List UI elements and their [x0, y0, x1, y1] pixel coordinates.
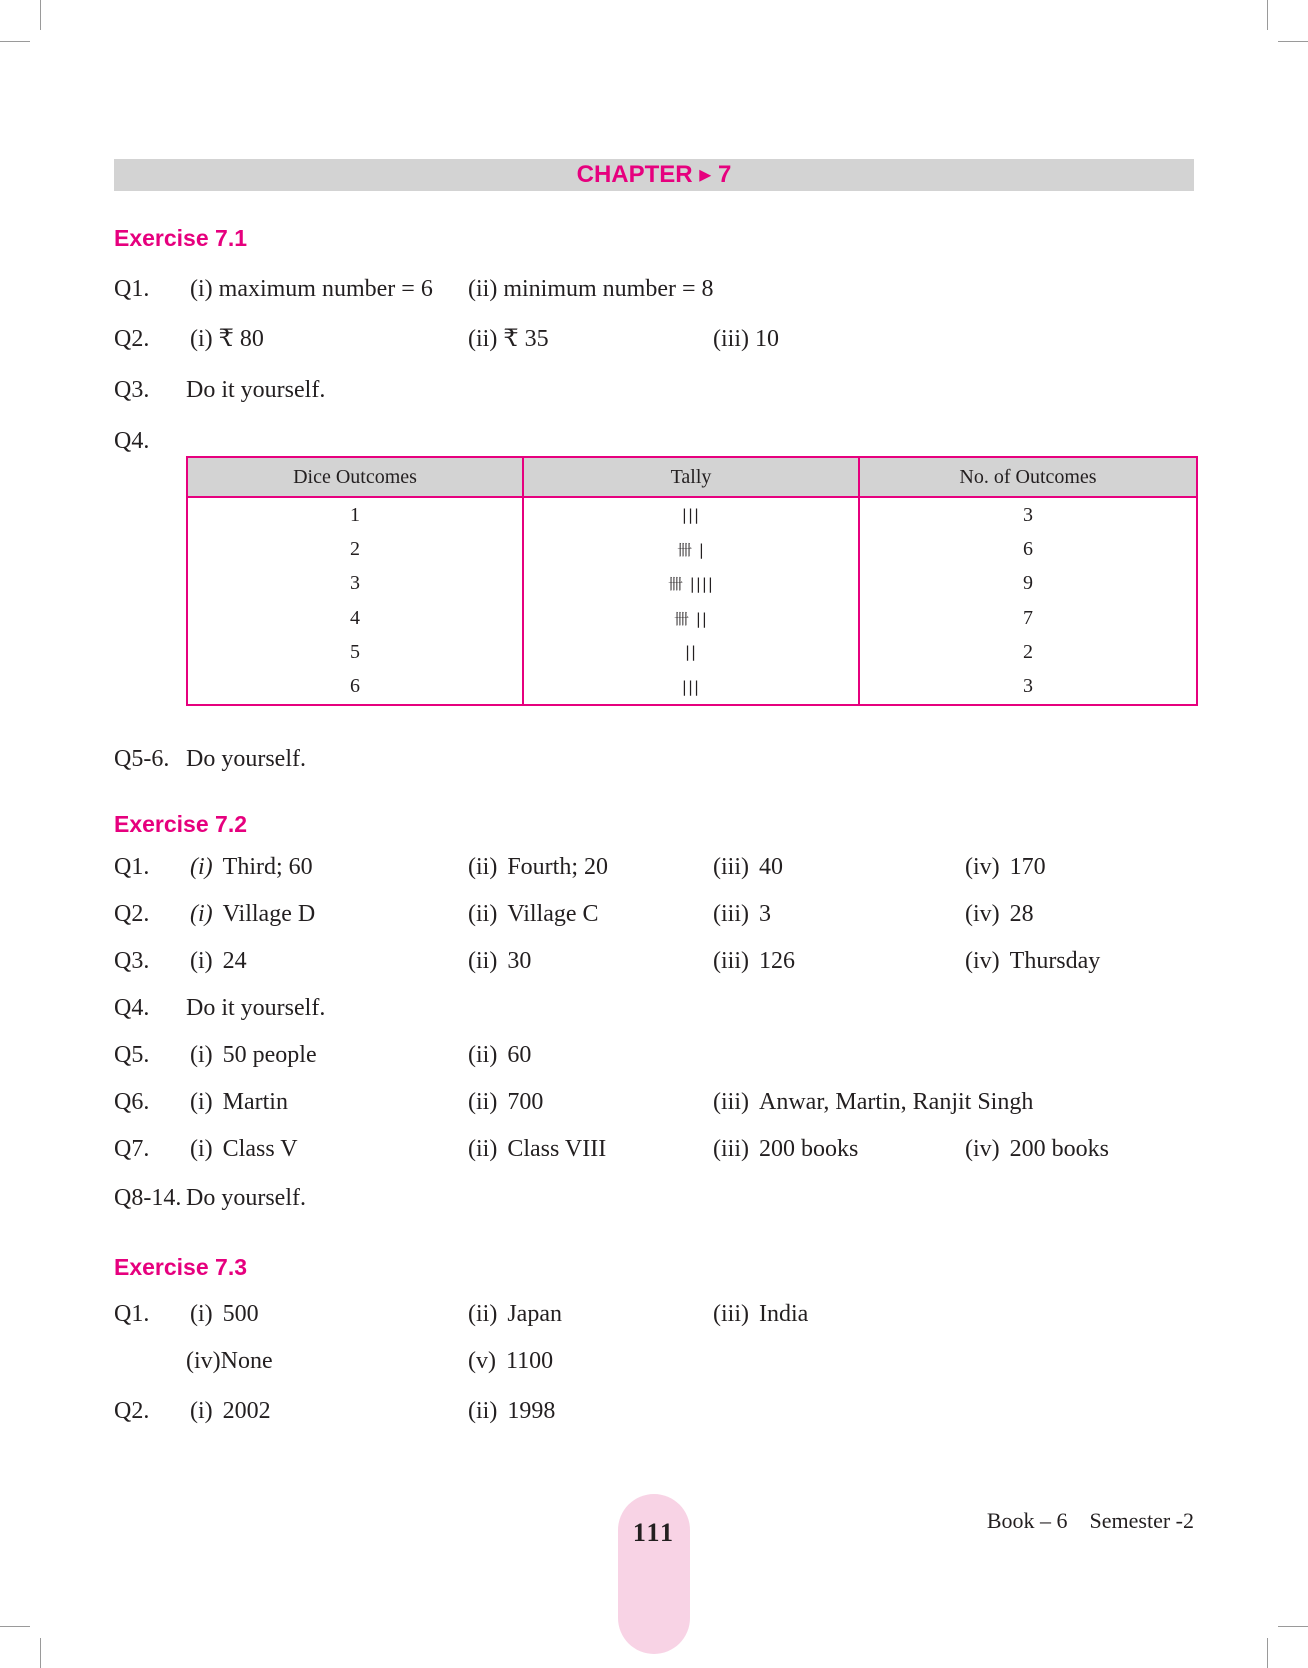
table-row [187, 497, 1197, 532]
crop-mark [1278, 41, 1308, 42]
column-header: No. of Outcomes [859, 457, 1197, 497]
exercise-7-3-heading: Exercise 7.3 [114, 1254, 248, 1280]
question-label: Q2. [114, 1398, 150, 1424]
semester-label: Semester -2 [1089, 1508, 1194, 1533]
cell-count: 3 [859, 670, 1197, 705]
ex72-q3-row [0, 944, 1308, 978]
exercise-7-2-heading: Exercise 7.2 [114, 811, 248, 837]
ex72-q7-row [0, 1132, 1308, 1166]
part-iv: (iv) [965, 948, 1000, 974]
cell-tally: || [523, 635, 859, 669]
answer-iv: Thursday [1009, 948, 1101, 974]
question-label: Q3. [114, 377, 150, 403]
question-label: Q1. [114, 276, 150, 302]
part-iv: (iv) [965, 901, 1000, 927]
ex72-q5-row [0, 1038, 1308, 1072]
answer-iv: 200 books [1009, 1136, 1109, 1162]
answer-iii: 3 [759, 901, 771, 927]
cell-outcome: 1 [187, 497, 523, 532]
part-ii: (ii) [468, 1301, 498, 1327]
part-iv: (iv) [965, 854, 1000, 880]
answer-i: Third; 60 [222, 854, 313, 880]
answer-text: Do yourself. [186, 746, 306, 772]
ex72-q6-row [0, 1085, 1308, 1119]
answer-ii: Village C [507, 901, 599, 927]
ex71-q2-row [0, 322, 1308, 356]
cell-outcome: 5 [187, 635, 523, 669]
answer-ii: Fourth; 20 [507, 854, 609, 880]
part-i: (i) [190, 854, 213, 880]
answer-ii: 700 [507, 1089, 544, 1115]
answer-ii: Japan [507, 1301, 562, 1327]
answer-ii: 1998 [507, 1398, 556, 1424]
question-label: Q2. [114, 901, 150, 927]
answer-iii: 126 [759, 948, 795, 974]
question-label: Q7. [114, 1136, 150, 1162]
answer-ii: 30 [507, 948, 532, 974]
page-number: 111 [632, 1518, 676, 1547]
part-i: (i) [190, 1136, 213, 1162]
answer-ii: (ii) ₹ 35 [468, 326, 549, 352]
question-label: Q3. [114, 948, 150, 974]
cell-outcome: 4 [187, 601, 523, 635]
part-iii: (iii) [713, 948, 749, 974]
column-header: Dice Outcomes [187, 457, 523, 497]
answer-i: Class V [222, 1136, 298, 1162]
question-label: Q5. [114, 1042, 150, 1068]
part-iv: (iv) [965, 1136, 1000, 1162]
answer-ii: Class VIII [507, 1136, 607, 1162]
answer-iv: 28 [1009, 901, 1034, 927]
crop-mark [0, 1626, 30, 1627]
answer-ii: 60 [507, 1042, 532, 1068]
ex72-q814-row [0, 1181, 1308, 1215]
crop-mark [1267, 1638, 1268, 1668]
table-row [187, 601, 1197, 635]
chapter-heading: CHAPTER ▸ 7 [114, 159, 1194, 191]
cell-tally: ||| [523, 670, 859, 705]
book-label: Book – 6 [986, 1508, 1068, 1533]
crop-mark [1278, 1626, 1308, 1627]
part-i: (i) [190, 901, 213, 927]
cell-count: 3 [859, 497, 1197, 532]
part-ii: (ii) [468, 948, 498, 974]
answer-i: 24 [222, 948, 247, 974]
crop-mark [40, 1638, 41, 1668]
table-row [187, 532, 1197, 566]
cell-outcome: 2 [187, 532, 523, 566]
part-i: (i) [190, 1301, 213, 1327]
part-iii: (iii) [713, 1089, 749, 1115]
answer-i: (i) ₹ 80 [190, 326, 264, 352]
table-row [187, 567, 1197, 601]
answer-iii: (iii) 10 [713, 326, 779, 352]
answer-i: 500 [222, 1301, 259, 1327]
part-v: (v) [468, 1348, 496, 1374]
answer-i: 2002 [222, 1398, 271, 1424]
ex71-q1-row [0, 272, 1308, 306]
answer-text: Do it yourself. [186, 995, 326, 1021]
cell-count: 6 [859, 532, 1197, 566]
part-iii: (iii) [713, 1136, 749, 1162]
exercise-7-1-heading: Exercise 7.1 [114, 225, 248, 251]
part-ii: (ii) [468, 1089, 498, 1115]
part-i: (i) [190, 1042, 213, 1068]
answer-i: Martin [222, 1089, 288, 1115]
book-footer [987, 1508, 1194, 1534]
part-ii: (ii) [468, 1042, 498, 1068]
cell-count: 7 [859, 601, 1197, 635]
answer-i: Village D [222, 901, 316, 927]
ex73-q1-row-2 [0, 1344, 1308, 1378]
answer-iii: 200 books [759, 1136, 859, 1162]
cell-outcome: 6 [187, 670, 523, 705]
question-label: Q2. [114, 326, 150, 352]
part-i: (i) [190, 948, 213, 974]
ex72-q2-row [0, 897, 1308, 931]
part-iii: (iii) [713, 854, 749, 880]
ex71-q3-row [0, 373, 1308, 407]
question-label: Q5-6. [114, 746, 170, 772]
dice-outcomes-table [186, 456, 1198, 706]
part-iii: (iii) [713, 1301, 749, 1327]
answer-text: Do yourself. [186, 1185, 306, 1211]
column-header: Tally [523, 457, 859, 497]
answer-text: Do it yourself. [186, 377, 326, 403]
question-label: Q1. [114, 854, 150, 880]
table-row [187, 670, 1197, 705]
answer-iii: Anwar, Martin, Ranjit Singh [759, 1089, 1034, 1115]
part-ii: (ii) [468, 1398, 498, 1424]
table-header-row [187, 457, 1197, 497]
ex71-q4-row [0, 424, 1308, 458]
cell-tally: ||| [523, 497, 859, 532]
ex72-q4-row [0, 991, 1308, 1025]
answer-ii: (ii) minimum number = 8 [468, 276, 714, 302]
cell-tally: 卌 | [523, 532, 859, 566]
part-i: (i) [190, 1398, 213, 1424]
part-ii: (ii) [468, 1136, 498, 1162]
ex73-q2-row [0, 1394, 1308, 1428]
question-label: Q4. [114, 428, 150, 454]
crop-mark [0, 41, 30, 42]
question-label: Q6. [114, 1089, 150, 1115]
answer-iii: 40 [759, 854, 783, 880]
question-label: Q4. [114, 995, 150, 1021]
answer-iii: India [759, 1301, 809, 1327]
cell-count: 9 [859, 567, 1197, 601]
answer-v: 1100 [505, 1348, 554, 1374]
ex72-q1-row [0, 850, 1308, 884]
part-i: (i) [190, 1089, 213, 1115]
ex73-q1-row [0, 1297, 1308, 1331]
part-iii: (iii) [713, 901, 749, 927]
crop-mark [40, 0, 41, 30]
cell-tally: 卌 || [523, 601, 859, 635]
table-row [187, 635, 1197, 669]
cell-tally: 卌 |||| [523, 567, 859, 601]
answer-iv: (iv)None [186, 1348, 273, 1374]
answer-i: 50 people [222, 1042, 317, 1068]
ex71-q56-row [0, 742, 1308, 776]
part-ii: (ii) [468, 854, 498, 880]
crop-mark [1267, 0, 1268, 30]
cell-count: 2 [859, 635, 1197, 669]
answer-i: (i) maximum number = 6 [190, 276, 433, 302]
cell-outcome: 3 [187, 567, 523, 601]
part-ii: (ii) [468, 901, 498, 927]
question-label: Q1. [114, 1301, 150, 1327]
question-label: Q8-14. [114, 1185, 182, 1211]
answer-iv: 170 [1009, 854, 1046, 880]
